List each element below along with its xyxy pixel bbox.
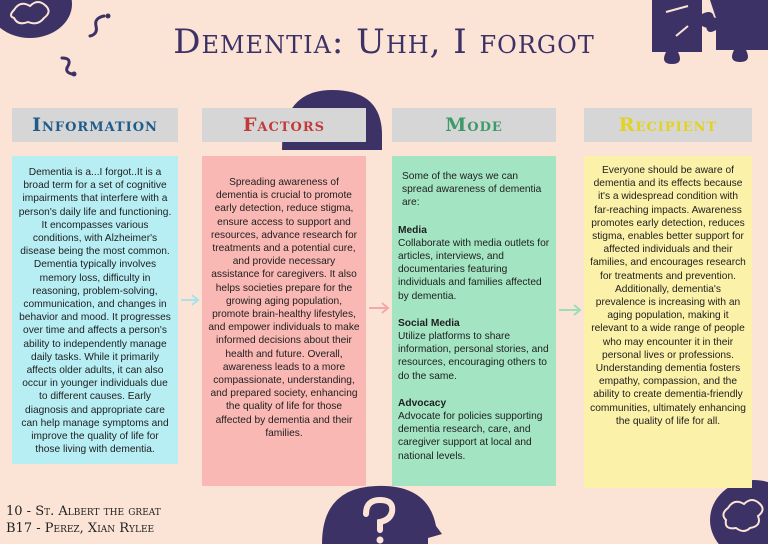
mode-item-text: Advocate for policies supporting dementia research, care, and caregiver support at local and national levels. bbox=[398, 411, 543, 462]
mode-item-media bbox=[398, 224, 550, 303]
factors-text: Spreading awareness of dementia is crucial to promote early detection, reduce stigma, ensure access to support and resources, advance research for treatments and a potential cure, and provide necessary assistance for caregivers. It also helps societies prepare for the growing aging population, promote brain-healthy lifestyles, and empower individuals to make informed decisions about their health and future. Overall, awareness leads to a more compassionate, understanding, and prepared society, enhancing the quality of life for those affected by dementia and their families. bbox=[208, 177, 360, 439]
arrow-right-icon bbox=[558, 304, 582, 316]
footer-line-1: 10 - St. Albert the great bbox=[6, 504, 161, 519]
mode-item-advocacy bbox=[398, 397, 550, 463]
recipient-card bbox=[584, 156, 752, 488]
mode-item-heading: Media bbox=[398, 224, 427, 236]
mode-item-text: Collaborate with media outlets for articles, interviews, and documentaries featuring individuals and families affected by dementia. bbox=[398, 237, 550, 302]
header-recipient: Recipient bbox=[584, 108, 752, 142]
header-mode: Mode bbox=[392, 108, 556, 142]
information-card bbox=[12, 156, 178, 464]
arrow-right-icon bbox=[180, 294, 200, 306]
recipient-text: Everyone should be aware of dementia and its effects because it's a widespread condition with far-reaching impacts. Awareness promotes early detection, reduces stigma, enables better support for affected individuals and their families, and encourages research for treatments and prevention. Additionally, dementia's prevalence is increasing with an aging population, making it relevant to a wide range of people who may encounter it in their personal lives or professions. Understanding dementia fosters empathy, compassion, and the ability to create dementia-friendly communities, ultimately enhancing the quality of life for all. bbox=[590, 165, 746, 427]
information-text: Dementia is a...I forgot..It is a broad term for a set of cognitive impairments that interfere with a person's daily life and functioning. It encompasses various conditions, with Alzheimer's disease being the most common. Dementia typically involves memory loss, difficulty in reasoning, problem-solving, communication, and changes in behavior and mood. It progresses over time and affects a person's ability to independently manage daily tasks. While it primarily affects older adults, it can also occur in younger individuals due to different causes. Early diagnosis and appropriate care can help manage symptoms and improve the quality of life for those living with dementia. bbox=[18, 167, 172, 456]
mode-intro: Some of the ways we can spread awareness of dementia are: bbox=[402, 171, 542, 209]
header-factors: Factors bbox=[202, 108, 366, 142]
footer bbox=[6, 503, 161, 537]
page-title: Dementia: Uhh, I forgot bbox=[173, 22, 595, 62]
question-head-icon bbox=[316, 476, 446, 544]
header-information: Information bbox=[12, 108, 178, 142]
factors-card bbox=[202, 156, 366, 486]
mode-card bbox=[392, 156, 556, 486]
mode-item-text: Utilize platforms to share information, personal stories, and resources, encouraging others to do the same. bbox=[398, 331, 549, 382]
mode-item-heading: Social Media bbox=[398, 317, 460, 329]
mode-item-heading: Advocacy bbox=[398, 397, 447, 409]
arrow-right-icon bbox=[368, 302, 390, 314]
mode-item-social-media bbox=[398, 317, 550, 383]
footer-line-2: B17 - Perez, Xian Rylee bbox=[6, 521, 155, 536]
